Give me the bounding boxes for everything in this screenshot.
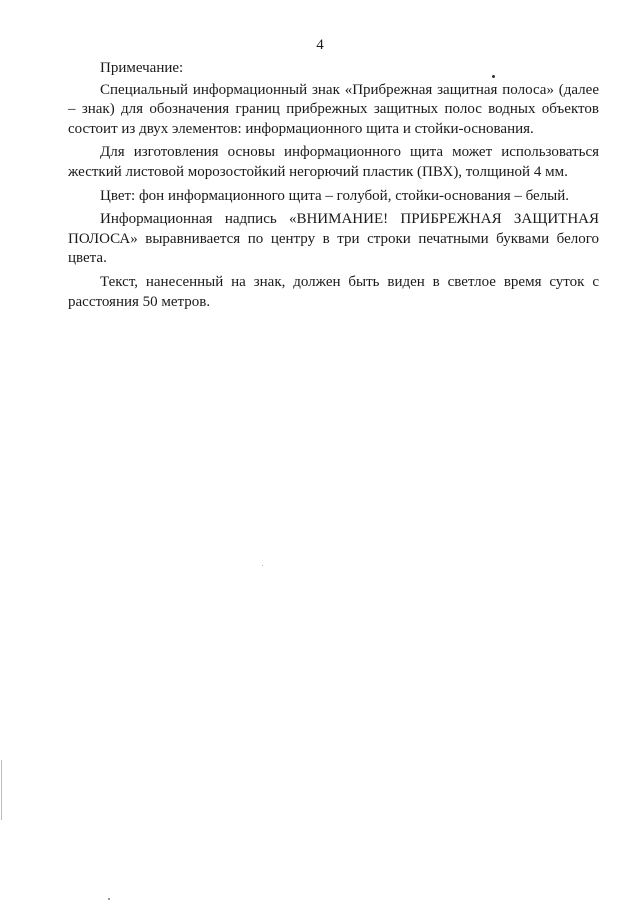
paragraph-visibility: Текст, нанесенный на знак, должен быть виден в светлое время суток с расстояния 50 метров. — [68, 273, 599, 310]
paragraph-material: Для изготовления основы информационного щита может использоваться жесткий листовой морозостойкий негорючий пластик (ПВХ), толщиной 4 мм. — [68, 144, 599, 180]
note-heading: Примечание: — [100, 60, 184, 76]
scan-edge-mark — [1, 760, 2, 820]
paragraph-color: Цвет: фон информационного щита – голубой, стойки-основания – белый. — [100, 187, 570, 204]
scan-speck — [262, 565, 263, 566]
paragraph-inscription: Информационная надпись «ВНИМАНИЕ! ПРИБРЕЖНАЯ ЗАЩИТНАЯ ПОЛОСА» выравнивается по центру в три строки печатными буквами белого цвета. — [68, 211, 599, 267]
scan-speck — [108, 898, 110, 900]
page-number: 4 — [316, 37, 324, 53]
scan-speck — [492, 75, 495, 78]
document-body — [68, 59, 599, 316]
paragraph-sign-description: Специальный информационный знак «Прибрежная защитная полоса» (далее – знак) для обозначения границ прибрежных защитных полос водных объектов состоит из двух элементов: информационного щита и стойки-основания. — [68, 81, 599, 137]
